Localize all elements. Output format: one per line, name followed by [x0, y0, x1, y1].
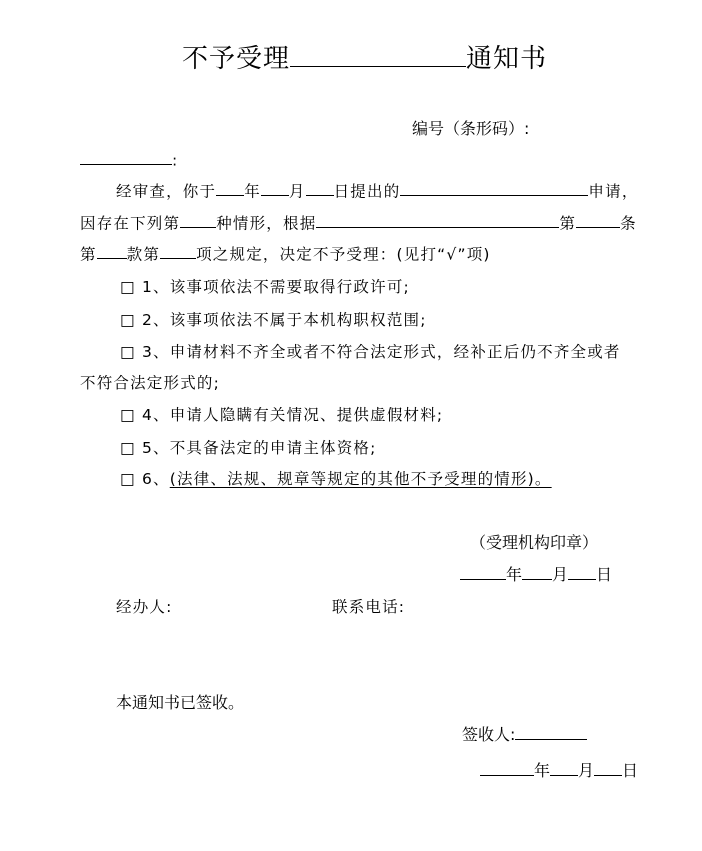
signer-blank[interactable] [515, 722, 587, 740]
option-3-continuation: 不符合法定形式的; [80, 374, 221, 392]
seal-label: （受理机构印章） [470, 533, 599, 552]
sign-day-blank[interactable] [594, 758, 622, 776]
handler-label: 经办人: [116, 598, 173, 616]
signer-line [462, 722, 587, 745]
date-text: 年 [506, 565, 523, 584]
recipient-colon: : [172, 151, 179, 170]
title-suffix: 通知书 [466, 44, 548, 74]
para-line-2 [80, 211, 637, 233]
article-blank[interactable] [576, 211, 620, 228]
option-1[interactable]: □ 1、该事项依法不需要取得行政许可; [120, 278, 410, 296]
para-text: 月 [288, 182, 306, 201]
phone-label: 联系电话: [332, 598, 406, 616]
para-text: 申请， [588, 182, 639, 201]
sign-date [480, 758, 638, 781]
date-text: 日 [596, 565, 613, 584]
received-note: 本通知书已签收。 [116, 693, 245, 712]
title-prefix: 不予受理 [182, 44, 291, 74]
seal-day-blank[interactable] [568, 562, 596, 580]
option-6-text: (法律、法规、规章等规定的其他不予受理的情形)。 [169, 470, 552, 488]
sign-year-blank[interactable] [480, 758, 534, 776]
seal-date [460, 562, 612, 585]
law-name-blank[interactable] [316, 211, 559, 228]
number-label: 编号（条形码）: [412, 119, 530, 138]
para-text: 条 [620, 214, 637, 233]
para-line-3 [80, 242, 491, 264]
date-text: 月 [578, 761, 595, 780]
recipient-blank[interactable] [80, 148, 172, 165]
month-blank[interactable] [261, 179, 289, 196]
para-text: 款第 [126, 245, 161, 264]
seal-year-blank[interactable] [460, 562, 506, 580]
title-blank[interactable] [290, 39, 466, 67]
paragraph-blank[interactable] [97, 242, 127, 259]
para-text: 种情形，根据 [216, 214, 317, 233]
option-4[interactable]: □ 4、申请人隐瞒有关情况、提供虚假材料; [120, 406, 444, 424]
option-2[interactable]: □ 2、该事项依法不属于本机构职权范围; [120, 311, 427, 329]
document-title [182, 38, 547, 75]
option-3[interactable]: □ 3、申请材料不齐全或者不符合法定形式，经补正后仍不齐全或者 [120, 343, 621, 361]
option-6[interactable] [120, 467, 552, 489]
sign-month-blank[interactable] [550, 758, 578, 776]
item-blank[interactable] [160, 242, 196, 259]
para-text: 因存在下列第 [80, 214, 181, 233]
para-text: 第 [80, 245, 97, 264]
para-line-1 [116, 179, 639, 201]
para-text: 日提出的 [333, 182, 401, 201]
date-text: 年 [534, 761, 551, 780]
para-text: 经审查，你于 [116, 182, 217, 201]
para-text: 第 [559, 214, 577, 233]
option-6-checkbox: □ 6、 [120, 470, 170, 488]
application-blank[interactable] [400, 179, 588, 196]
case-number-blank[interactable] [180, 211, 216, 228]
recipient-line [80, 148, 178, 169]
year-blank[interactable] [216, 179, 244, 196]
option-5[interactable]: □ 5、不具备法定的申请主体资格; [120, 439, 377, 457]
day-blank[interactable] [306, 179, 334, 196]
para-text: 年 [244, 182, 261, 201]
date-text: 日 [622, 761, 639, 780]
seal-month-blank[interactable] [522, 562, 552, 580]
para-text: 项之规定，决定不予受理：(见打“√”项) [196, 245, 491, 264]
signer-label: 签收人: [462, 725, 516, 744]
date-text: 月 [552, 565, 569, 584]
